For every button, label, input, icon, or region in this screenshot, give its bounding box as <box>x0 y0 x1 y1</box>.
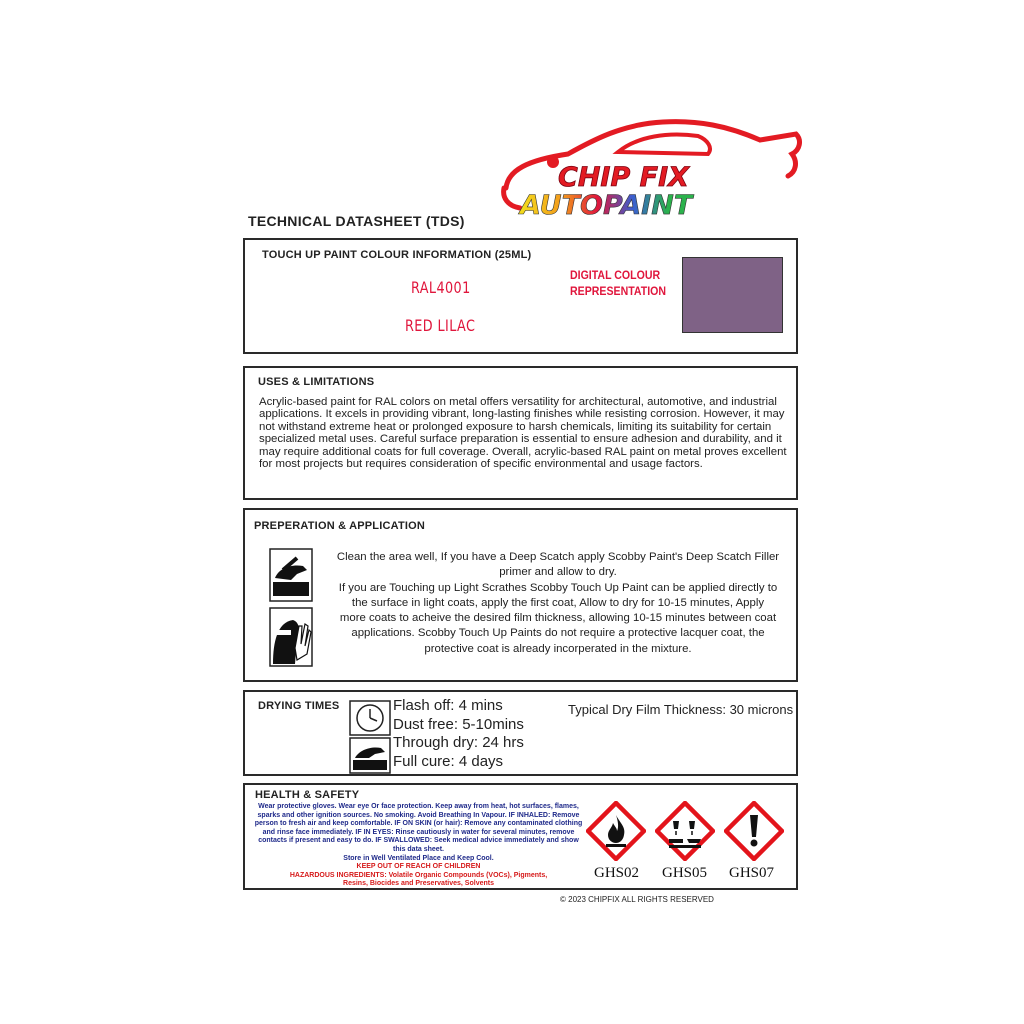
health-instructions <box>251 803 586 863</box>
ghs07-label: GHS07 <box>729 865 775 881</box>
preparation-line: more coats to acheive the desired film thickness, allowing 10-15 minutes between coat <box>339 612 777 625</box>
svg-text:CHIP FIX: CHIP FIX <box>558 162 689 193</box>
health-instruction-line: contacts if present and easy to do. IF SWALLOWED: Seek medical advice immediately and show <box>258 837 579 845</box>
health-instruction-line: and rinse face immediately. IF IN EYES: Rinse cautiously in water for several minutes, remove <box>262 828 575 836</box>
car-silhouette-icon <box>498 110 808 220</box>
clock-icon <box>350 701 390 735</box>
ghs05-label: GHS05 <box>662 865 708 881</box>
copyright: © 2023 CHIPFIX ALL RIGHTS RESERVED <box>560 895 714 904</box>
gloved-hand-face-icon <box>270 608 312 666</box>
preparation-box <box>243 508 798 682</box>
health-instruction-line: Wear protective gloves. Wear eye Or face protection. Keep away from heat, hot surfaces, flames, <box>258 803 579 810</box>
digital-colour-label <box>570 268 666 300</box>
exclamation-icon <box>724 801 784 861</box>
colour-info-heading: TOUCH UP PAINT COLOUR INFORMATION (25ML) <box>262 249 532 261</box>
uses-limitations-box <box>243 366 798 500</box>
preparation-icons <box>269 548 313 668</box>
preparation-text <box>333 550 783 657</box>
corrosion-icon <box>655 801 715 861</box>
uses-heading: USES & LIMITATIONS <box>258 376 375 388</box>
health-instruction-line: person to fresh air and keep comfortable. IF ON SKIN (or hair): Remove any contaminated clothing <box>254 820 583 828</box>
preparation-line: primer and allow to dry. <box>499 566 617 579</box>
health-instruction-line: Store in Well Ventilated Place and Keep Cool. <box>343 854 494 862</box>
colour-name: RED LILAC <box>405 316 476 335</box>
drying-time-item: Full cure: 4 days <box>393 752 504 770</box>
film-thickness: Typical Dry Film Thickness: 30 microns <box>568 702 794 717</box>
preparation-line: the surface in light coats, apply the first coat, Allow to dry for 10-15 minutes, Apply <box>351 596 765 609</box>
hazardous-ingredients-line1: HAZARDOUS INGREDIENTS: Volatile Organic Compounds (VOCs), Pigments, <box>289 871 548 879</box>
colour-swatch <box>682 257 783 333</box>
drying-heading: DRYING TIMES <box>258 700 340 712</box>
preparation-line: applications. Scobby Touch Up Paints do not require a protective lacquer coat, the <box>351 627 765 640</box>
drying-time-item: Flash off: 4 mins <box>393 697 503 714</box>
flame-icon <box>586 801 646 861</box>
colour-info-box <box>243 238 798 354</box>
hand-touch-icon <box>350 738 390 773</box>
chip-fix-autopaint-logo <box>498 110 808 220</box>
health-instruction-line: sparks and other ignition sources. No smoking. Avoid Breathing In Vapour. IF INHALED: Remove <box>257 811 580 819</box>
drying-time-item: Through dry: 24 hrs <box>393 734 524 751</box>
digital-colour-line2: REPRESENTATION <box>570 286 667 298</box>
sanding-hand-icon <box>270 549 312 601</box>
page-title: TECHNICAL DATASHEET (TDS) <box>248 213 465 229</box>
ral-code: RAL4001 <box>411 278 471 297</box>
drying-time-item: Dust free: 5-10mins <box>393 715 524 733</box>
hazardous-ingredients-line2: Resins, Biocides and Preservatives, Solvents <box>343 880 494 888</box>
preparation-line: protective coat is already incorperated in the mixture. <box>424 642 692 655</box>
health-instruction-line: this data sheet. <box>393 845 444 853</box>
drying-icons <box>349 700 391 774</box>
health-safety-box <box>243 783 798 890</box>
health-text <box>251 803 586 889</box>
digital-colour-line1: DIGITAL COLOUR <box>570 270 661 282</box>
preparation-line: Clean the area well, If you have a Deep Scatch apply Scobby Paint's Deep Scatch Filler <box>336 551 780 563</box>
ghs02-label: GHS02 <box>594 865 640 881</box>
preparation-line: If you are Touching up Light Scrathes Scobby Touch Up Paint can be applied directly to <box>338 581 778 594</box>
svg-text:AUTOPAINT: AUTOPAINT <box>520 190 693 220</box>
health-heading: HEALTH & SAFETY <box>255 789 360 801</box>
uses-text: Acrylic-based paint for RAL colors on metal offers versatility for architectural, automotive, and industrial applications. It excels in providing vibrant, long-lasting finishes while resisting corrosion. However, it may not withstand extreme heat or prolonged exposure to harsh chemicals, limiting its suitability for certain specialized metal uses. Careful surface preparation is essential to ensure adhesion and durability, and it may require additional coats for full coverage. Overall, acrylic-based RAL paint on metal proves excellent for most projects but requires consideration of specific environmental and usage factors. <box>259 396 787 471</box>
drying-times-list <box>393 697 524 771</box>
drying-times-box <box>243 690 798 776</box>
children-warning: KEEP OUT OF REACH OF CHILDREN <box>356 863 481 871</box>
preparation-heading: PREPERATION & APPLICATION <box>254 520 426 532</box>
